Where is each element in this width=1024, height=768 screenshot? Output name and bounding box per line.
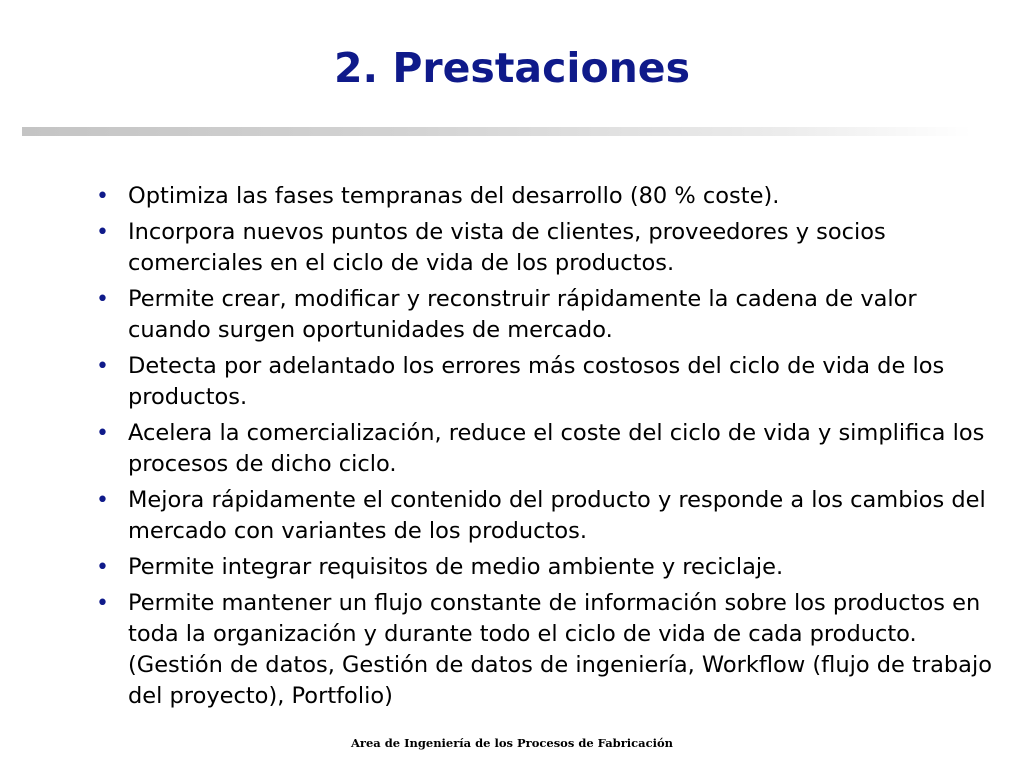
bullet-text: Mejora rápidamente el contenido del producto y responde a los cambios del mercado con variantes de los productos. (128, 487, 986, 544)
bullet-item-8 (96, 588, 996, 712)
bullet-list (96, 181, 996, 717)
title-divider (22, 127, 972, 136)
bullet-icon: • (96, 591, 109, 616)
bullet-item-2 (96, 217, 996, 279)
bullet-text: Permite crear, modificar y reconstruir rápidamente la cadena de valor cuando surgen oportunidades de mercado. (128, 286, 917, 343)
slide-title: 2. Prestaciones (333, 44, 691, 92)
slide-footer: Area de Ingeniería de los Procesos de Fabricación (350, 736, 673, 750)
bullet-text: Detecta por adelantado los errores más costosos del ciclo de vida de los productos. (128, 353, 945, 410)
bullet-item-7 (96, 552, 996, 583)
bullet-icon: • (96, 488, 109, 513)
bullet-icon: • (96, 354, 109, 379)
bullet-icon: • (96, 220, 109, 245)
bullet-item-1 (96, 181, 996, 212)
bullet-text: Permite integrar requisitos de medio ambiente y reciclaje. (128, 554, 784, 580)
bullet-icon: • (96, 555, 109, 580)
bullet-icon: • (96, 287, 109, 312)
bullet-item-4 (96, 351, 996, 413)
bullet-item-5 (96, 418, 996, 480)
bullet-icon: • (96, 421, 109, 446)
bullet-text: Incorpora nuevos puntos de vista de clientes, proveedores y socios comerciales en el ciclo de vida de los productos. (128, 219, 886, 276)
bullet-text: Acelera la comercialización, reduce el coste del ciclo de vida y simplifica los procesos de dicho ciclo. (128, 420, 985, 477)
bullet-text: Optimiza las fases tempranas del desarrollo (80 % coste). (128, 183, 780, 209)
bullet-icon: • (96, 184, 109, 209)
bullet-item-3 (96, 284, 996, 346)
bullet-text: Permite mantener un flujo constante de información sobre los productos en toda la organización y durante todo el ciclo de vida de cada producto. (Gestión de datos, Gestión de datos de ingeniería, Workflow (flujo de trabajo del proyecto), Portfolio) (128, 590, 992, 709)
bullet-item-6 (96, 485, 996, 547)
